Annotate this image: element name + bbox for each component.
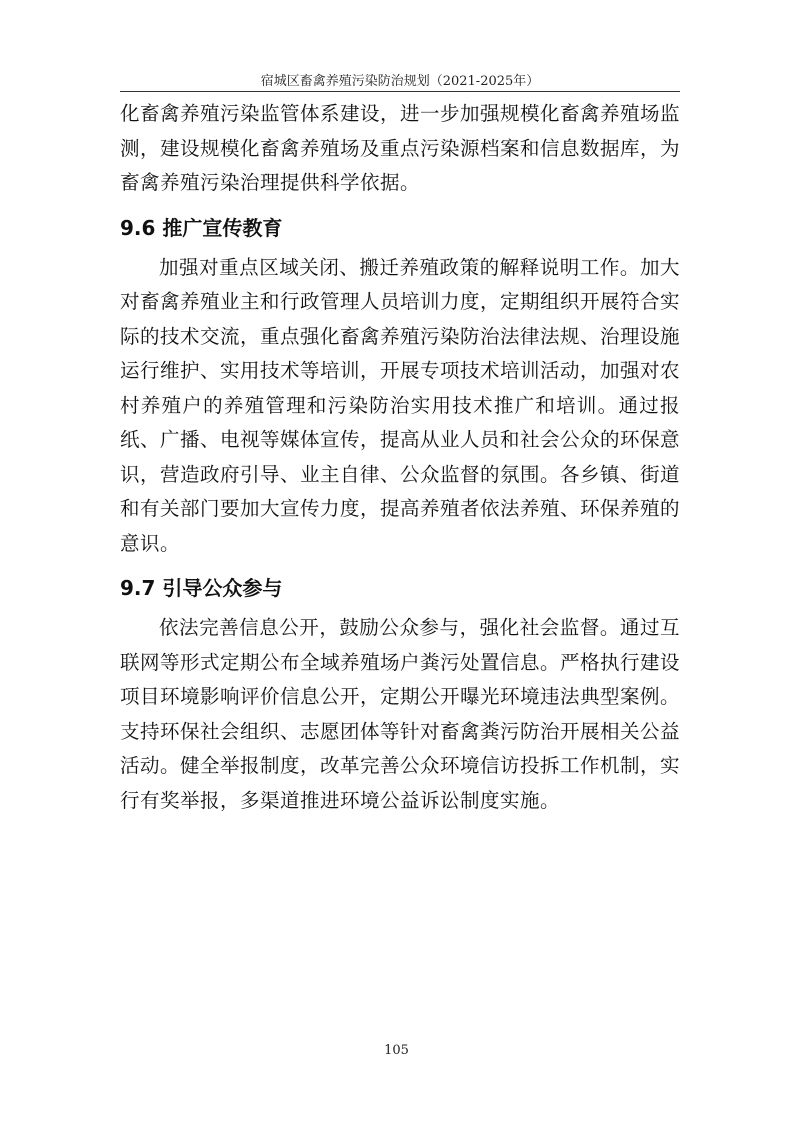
section-heading-9-7: 9.7 引导公众参与 bbox=[120, 576, 283, 600]
header-rule bbox=[120, 91, 680, 92]
section-paragraph-9-6: 加强对重点区域关闭、搬迁养殖政策的解释说明工作。加大对畜禽养殖业主和行政管理人员培训力度，定期组织开展符合实际的技术交流，重点强化畜禽养殖污染防治法律法规、治理设施运行维护、实用技术等培训，开展专项技术培训活动，加强对农村养殖户的养殖管理和污染防治实用技术推广和培训。通过报纸、广播、电视等媒体宣传，提高从业人员和社会公众的环保意识，营造政府引导、业主自律、公众监督的氛围。各乡镇、街道和有关部门要加大宣传力度，提高养殖者依法养殖、环保养殖的意识。 bbox=[120, 255, 681, 555]
intro-paragraph: 化畜禽养殖污染监管体系建设，进一步加强规模化畜禽养殖场监测，建设规模化畜禽养殖场及重点污染源档案和信息数据库，为畜禽养殖污染治理提供科学依据。 bbox=[120, 102, 681, 194]
section-paragraph-9-7: 依法完善信息公开，鼓励公众参与，强化社会监督。通过互联网等形式定期公布全域养殖场户粪污处置信息。严格执行建设项目环境影响评价信息公开，定期公开曝光环境违法典型案例。支持环保社会组织、志愿团体等针对畜禽粪污防治开展相关公益活动。健全举报制度，改革完善公众环境信访投拆工作机制，实行有奖举报，多渠道推进环境公益诉讼制度实施。 bbox=[120, 616, 681, 812]
page-body bbox=[120, 97, 680, 818]
page-number: 105 bbox=[384, 1043, 409, 1058]
section-heading-9-6: 9.6 推广宣传教育 bbox=[120, 215, 283, 240]
running-header: 宿城区畜禽养殖污染防治规划（2021-2025年） bbox=[260, 74, 540, 89]
